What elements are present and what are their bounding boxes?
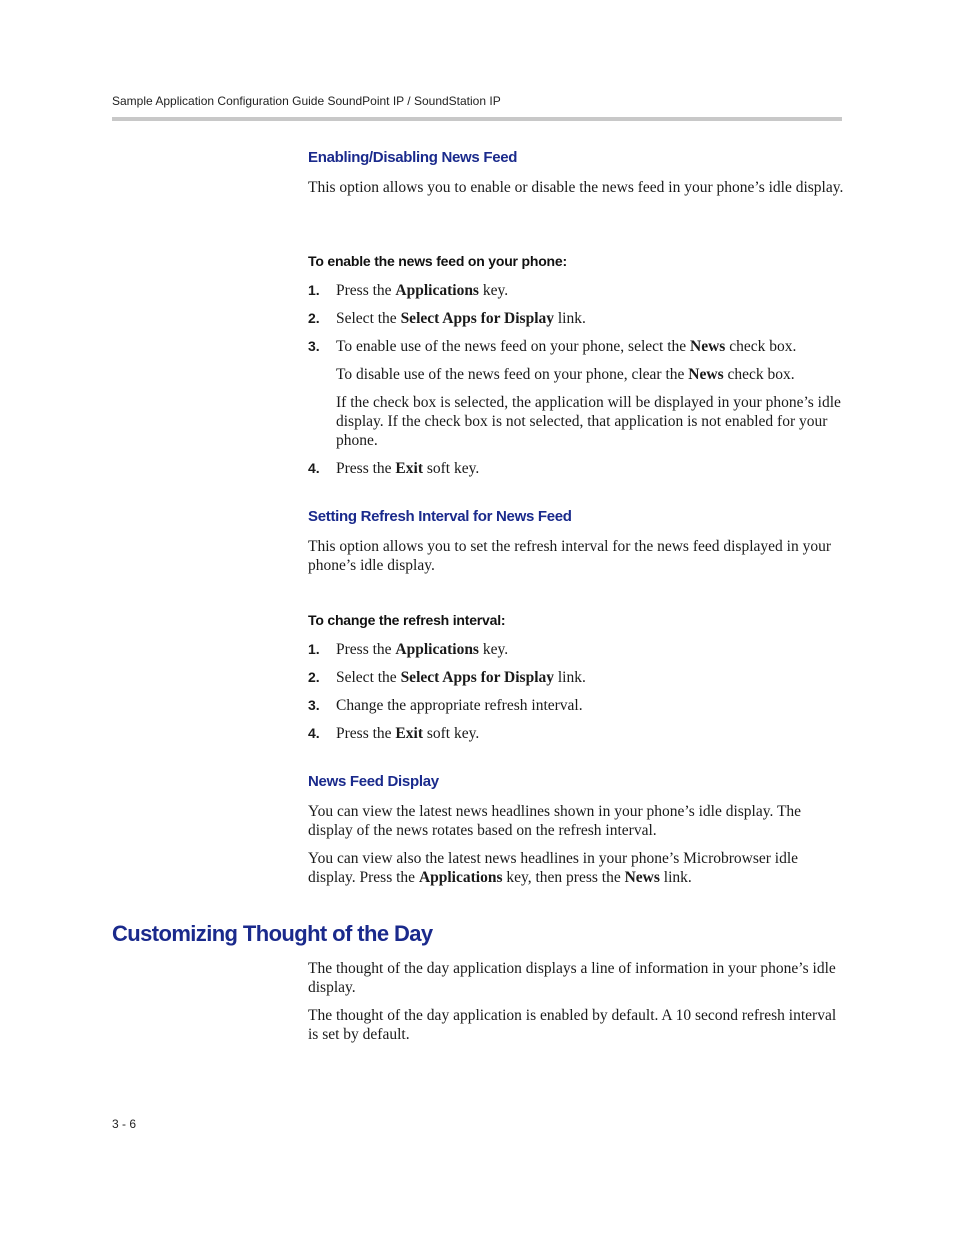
section2-intro: This option allows you to set the refresh interval for the news feed displayed in your phone’s idle display.: [308, 538, 831, 574]
procedure-title-enable: To enable the news feed on your phone:: [308, 253, 567, 269]
step-text: Select the Select Apps for Display link.: [336, 310, 586, 327]
step-text: Change the appropriate refresh interval.: [336, 697, 583, 714]
step-text: Press the Exit soft key.: [336, 460, 480, 477]
step-number: 4.: [308, 725, 320, 741]
step-number: 1.: [308, 641, 320, 657]
page-number: 3 - 6: [112, 1117, 137, 1131]
step-text: Press the Applications key.: [336, 282, 509, 299]
heading-enabling-disabling-news-feed: Enabling/Disabling News Feed: [308, 149, 518, 166]
step3-note-explanation: If the check box is selected, the application will be displayed in your phone’s idle display. If the check box is not selected, that application is not enabled for your phone.: [336, 394, 841, 449]
section4-para1: The thought of the day application displays a line of information in your phone’s idle display.: [308, 960, 836, 996]
step-text: Press the Applications key.: [336, 641, 509, 658]
section4-para2: The thought of the day application is enabled by default. A 10 second refresh interval is set by default.: [308, 1007, 837, 1043]
step-number: 4.: [308, 460, 320, 476]
step-number: 3.: [308, 338, 320, 354]
step-number: 2.: [308, 310, 320, 326]
heading-customizing-thought-of-the-day: Customizing Thought of the Day: [112, 921, 433, 946]
step3-note-disable: To disable use of the news feed on your phone, clear the News check box.: [336, 366, 795, 383]
running-header: Sample Application Configuration Guide SoundPoint IP / SoundStation IP: [112, 94, 501, 108]
step-number: 1.: [308, 282, 320, 298]
step-number: 2.: [308, 669, 320, 685]
section1-intro: This option allows you to enable or disable the news feed in your phone’s idle display.: [308, 179, 844, 196]
section3-para2: You can view also the latest news headlines in your phone’s Microbrowser idle display. Press the Applications key, then press the News link.: [308, 850, 799, 886]
section3-para1: You can view the latest news headlines shown in your phone’s idle display. The display of the news rotates based on the refresh interval.: [308, 803, 802, 839]
step-number: 3.: [308, 697, 320, 713]
step-text: Press the Exit soft key.: [336, 725, 480, 742]
heading-news-feed-display: News Feed Display: [308, 773, 439, 790]
step-text: Select the Select Apps for Display link.: [336, 669, 586, 686]
header-rule: [112, 117, 842, 121]
procedure-title-refresh: To change the refresh interval:: [308, 612, 506, 628]
step-text: To enable use of the news feed on your phone, select the News check box.: [336, 338, 797, 355]
heading-setting-refresh-interval: Setting Refresh Interval for News Feed: [308, 508, 572, 525]
